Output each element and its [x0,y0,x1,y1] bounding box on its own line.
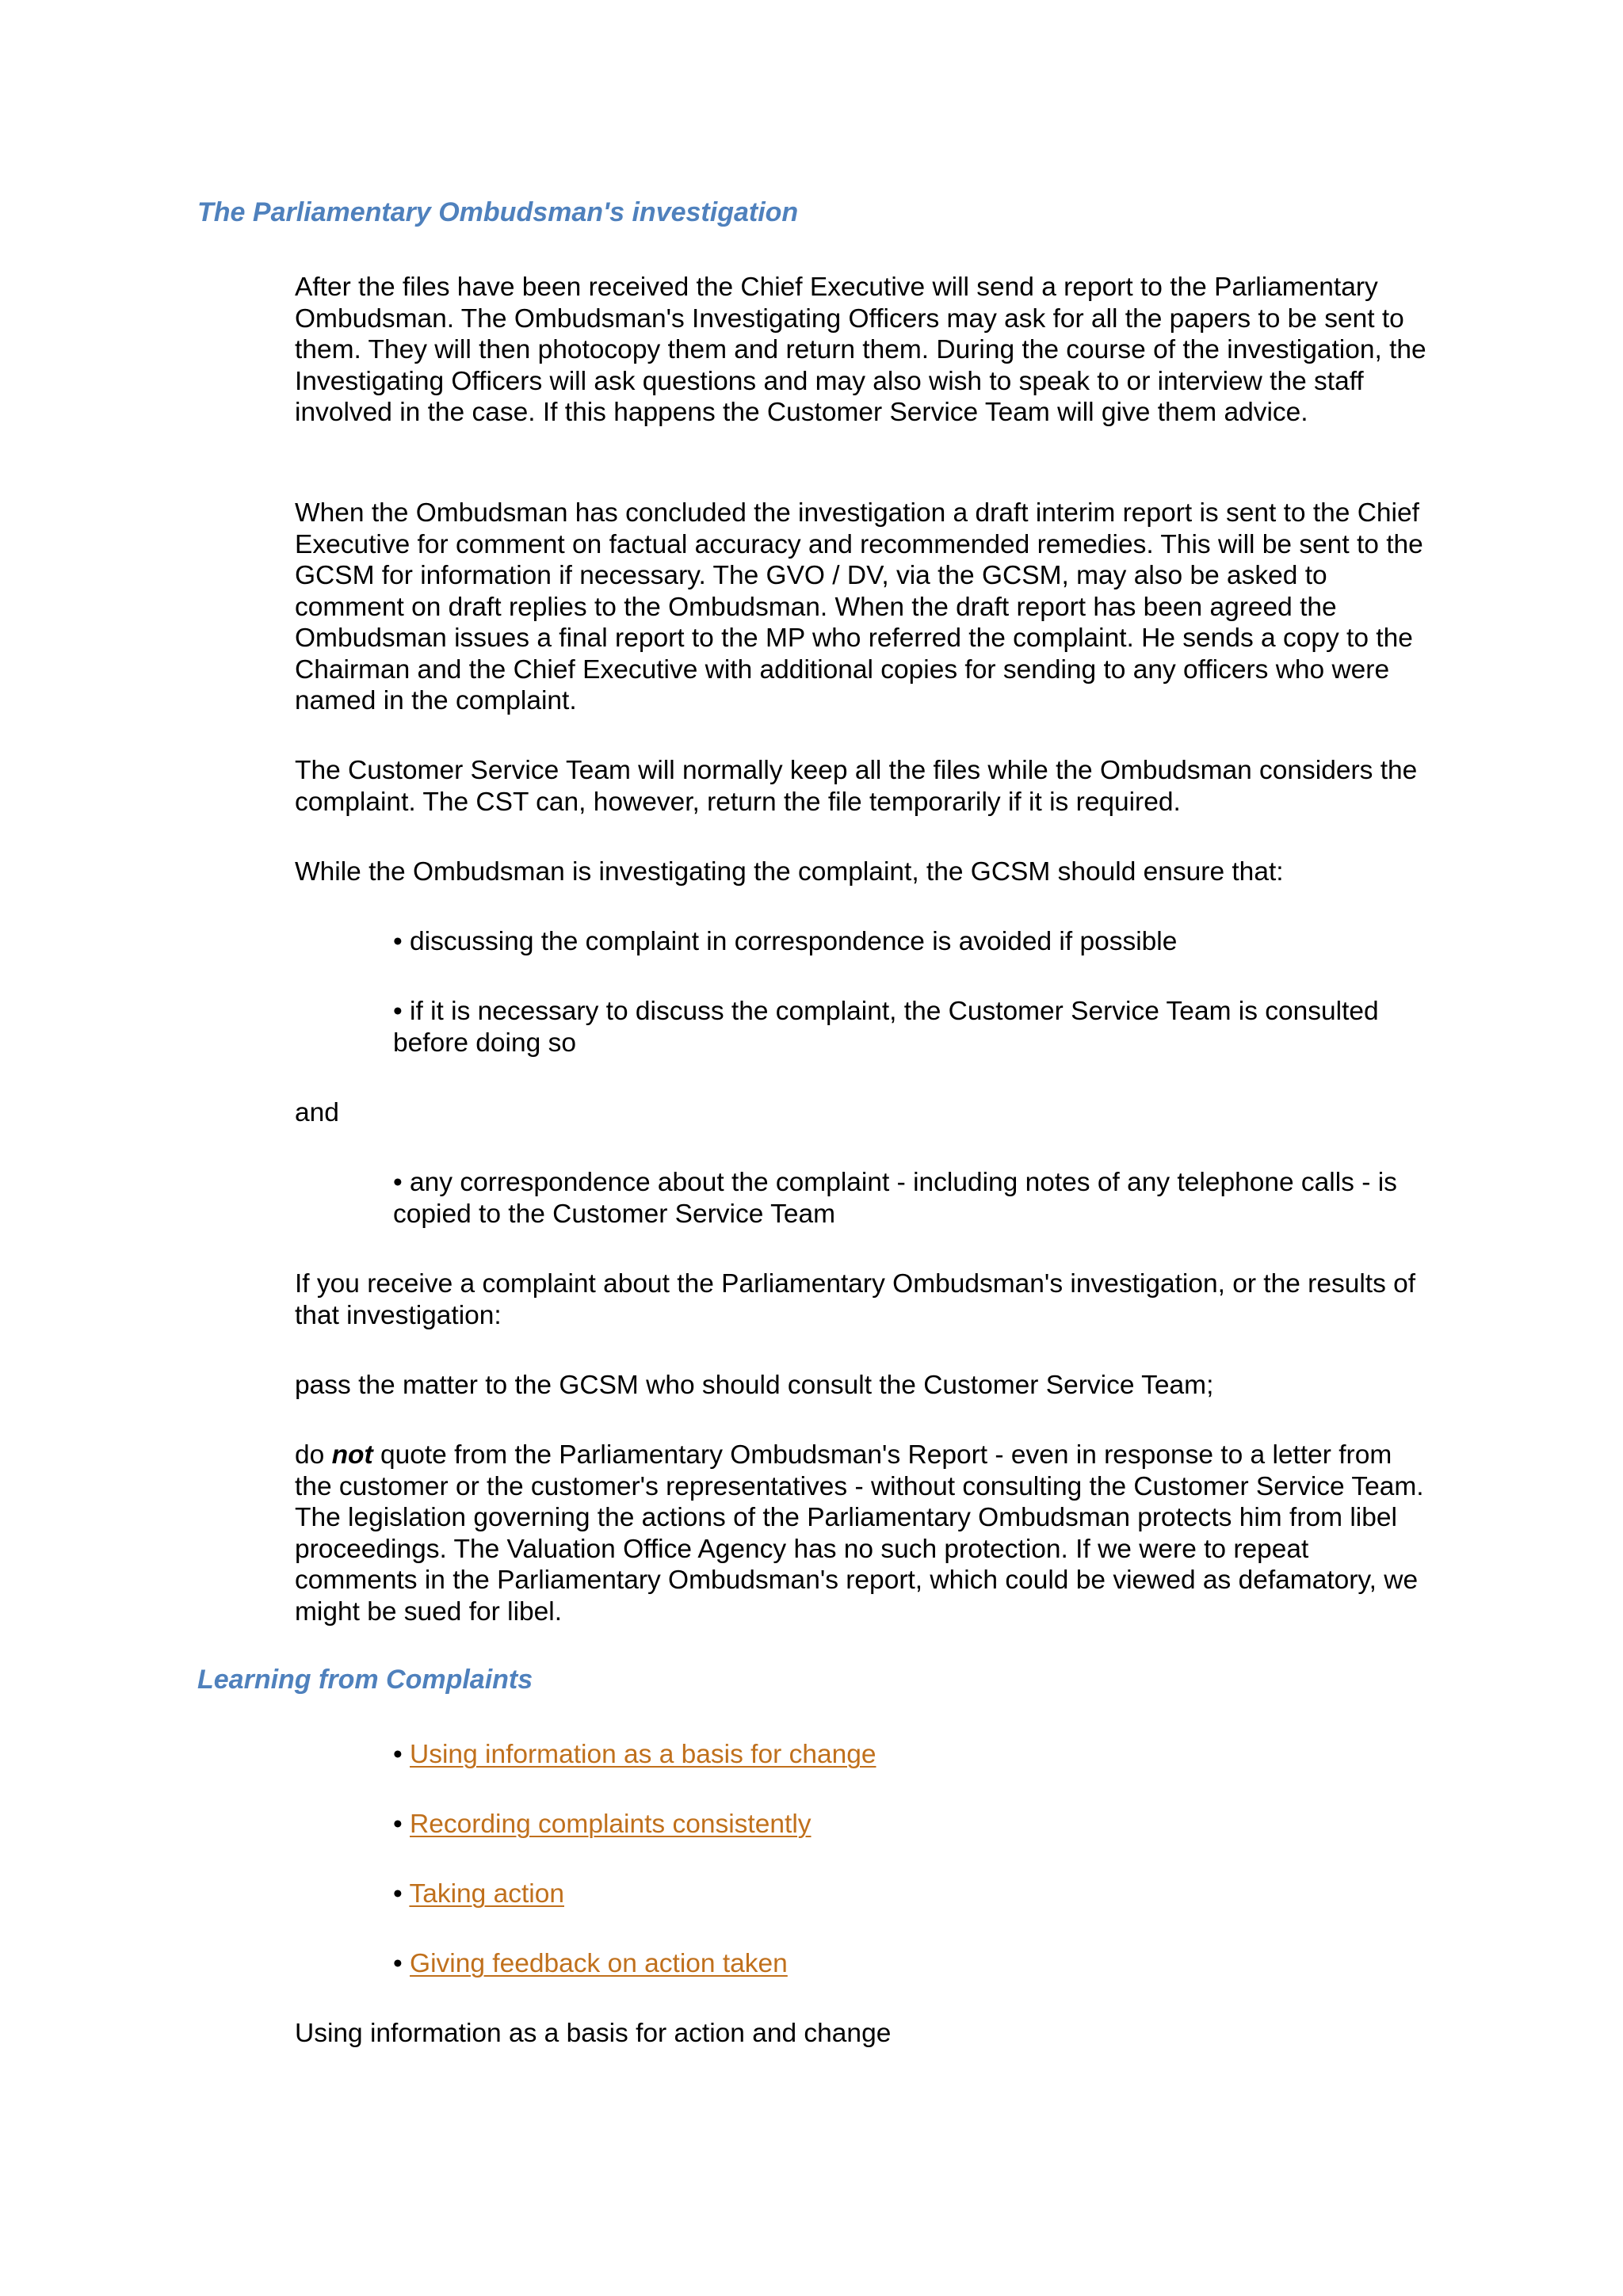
paragraph-pass-matter: pass the matter to the GCSM who should consult the Customer Service Team; [295,1371,1214,1400]
paragraph-do-not-quote [295,1440,1436,1627]
paragraph-using-information: Using information as a basis for action and change [295,2019,892,2048]
section-heading-ombudsman-investigation: The Parliamentary Ombudsman's investigation [197,197,799,227]
bullet-consult-cst: • if it is necessary to discuss the complaint, the Customer Service Team is consulted before doing so [393,997,1379,1058]
bullet-link-taking-action [393,1878,1439,1910]
bullet-marker: • [393,1879,410,1909]
bullet-avoid-discussing: • discussing the complaint in correspondence is avoided if possible [393,927,1178,956]
bullet-copy-correspondence: • any correspondence about the complaint - including notes of any telephone calls - is copied to the Customer Service Team [393,1168,1397,1229]
link-giving-feedback[interactable]: Giving feedback on action taken [410,1949,788,1978]
link-using-information[interactable]: Using information as a basis for change [410,1740,876,1769]
link-recording-complaints[interactable]: Recording complaints consistently [410,1810,812,1839]
paragraph-draft-report: When the Ombudsman has concluded the investigation a draft interim report is sent to the Chief Executive for comment on factual accuracy and recommended remedies. This will be sent to the GCSM for information if necessary. The GVO / DV, via the GCSM, may also be asked to comment on draft replies to the Ombudsman. When the draft report has been agreed the Ombudsman issues a final report to the MP who referred the complaint. He sends a copy to the Chairman and the Chief Executive with additional copies for sending to any officers who were named in the complaint. [295,498,1423,715]
paragraph-if-you-receive: If you receive a complaint about the Parliamentary Ombudsman's investigation, or the results of that investigation: [295,1269,1416,1330]
do-not-rest: quote from the Parliamentary Ombudsman's Report - even in response to a letter from the customer or the customer's representatives - without consulting the Customer Service Team. The legislation governing the actions of the Parliamentary Ombudsman protects him from libel proceedings. The Valuation Office Agency has no such protection. If we were to repeat comments in the Parliamentary Ombudsman's report, which could be viewed as defamatory, we might be sued for libel. [295,1440,1424,1627]
link-taking-action[interactable]: Taking action [409,1879,564,1909]
paragraph-cst-keeps-files: The Customer Service Team will normally keep all the files while the Ombudsman considers the complaint. The CST can, however, return the file temporarily if it is required. [295,756,1418,817]
bullet-marker: • [393,1949,411,1978]
bullet-link-using-information [393,1739,1439,1771]
emphasis-not: not [331,1440,373,1470]
section-heading-learning-from-complaints: Learning from Complaints [197,1665,533,1695]
bullet-marker: • [393,1810,411,1839]
do-not-prefix: do [295,1440,332,1470]
conjunction-and: and [295,1098,339,1127]
bullet-link-recording-complaints [393,1809,1439,1840]
bullet-marker: • [393,1740,411,1769]
paragraph-gcsm-should-ensure: While the Ombudsman is investigating the complaint, the GCSM should ensure that: [295,857,1284,887]
paragraph-files-received: After the files have been received the Chief Executive will send a report to the Parliamentary Ombudsman. The Ombudsman's Investigating Officers may ask for all the papers to be sent to them. They will then photocopy them and return them. During the course of the investigation, the Investigating Officers will ask questions and may also wish to speak to or interview the staff involved in the case. If this happens the Customer Service Team will give them advice. [295,273,1426,427]
bullet-link-giving-feedback [393,1948,1439,1980]
